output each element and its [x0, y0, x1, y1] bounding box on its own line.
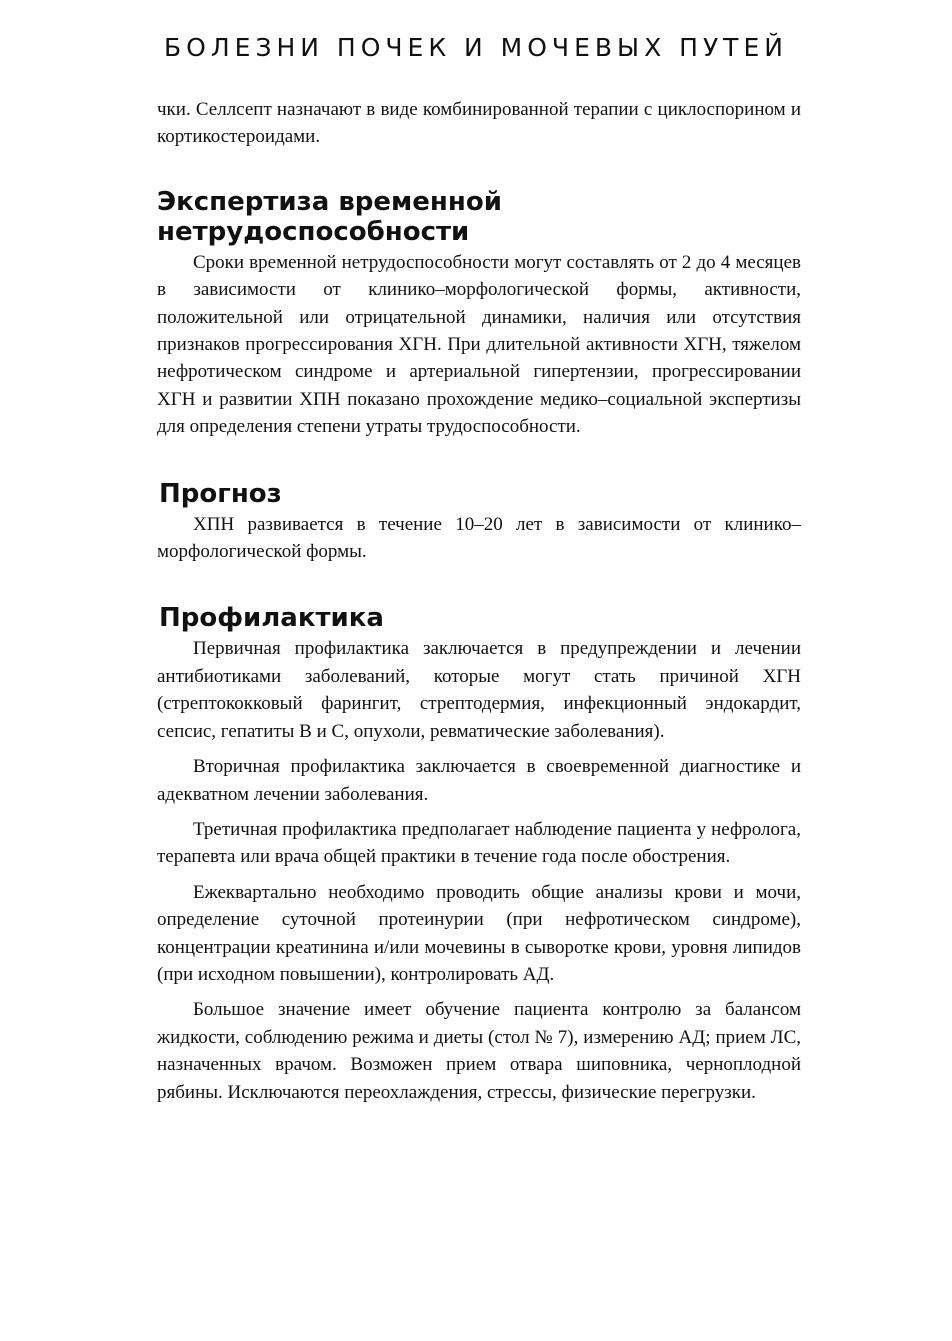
prevention-paragraph-primary: Первичная профилактика заключается в предупреждении и лечении антибиотиками заболеваний, которые могут стать причиной ХГН (стрептококковый фарингит, стрептодермия, инфекционный эндокардит, сепсис, гепатиты В и С, опухоли, ревматические заболевания). — [157, 638, 801, 742]
prognosis-paragraph: ХПН развивается в течение 10–20 лет в зависимости от клинико–морфологической формы. — [157, 513, 801, 563]
intro-paragraph: чки. Селлсепт назначают в виде комбинированной терапии с циклоспорином и кортикостероидами. — [157, 99, 801, 148]
prevention-paragraph-tertiary: Третичная профилактика предполагает наблюдение пациента у нефролога, терапевта или врача общей практики в течение года после обострения. — [157, 818, 801, 868]
section-heading-prevention: Профилактика — [159, 603, 384, 634]
prevention-paragraph-monitoring: Ежеквартально необходимо проводить общие анализы крови и мочи, определение суточной протеинурии (при нефротическом синдроме), концентрации креатинина и/или мочевины в сыворотке крови, уровня липидов (при исходном повышении), контролировать АД. — [157, 881, 801, 985]
section-heading-prognosis: Прогноз — [159, 478, 282, 509]
section-heading-expertise: Экспертиза временной нетрудоспособности — [157, 186, 502, 247]
prevention-paragraph-secondary: Вторичная профилактика заключается в своевременной диагностике и адекватном лечении заболевания. — [157, 756, 801, 805]
expertise-paragraph: Сроки временной нетрудоспособности могут составлять от 2 до 4 месяцев в зависимости от клинико–морфологической формы, активности, положительной или отрицательной динамики, наличия или отсутствия признаков прогрессирования ХГН. При длительной активности ХГН, тяжелом нефротическом синдроме и артериальной гипертензии, прогрессировании ХГН и развитии ХПН показано прохождение медико–социальной экспертизы для определения степени утраты трудоспособности. — [157, 251, 801, 438]
running-head: БОЛЕЗНИ ПОЧЕК И МОЧЕВЫХ ПУТЕЙ — [164, 33, 788, 62]
prevention-paragraph-education: Большое значение имеет обучение пациента контролю за балансом жидкости, соблюдению режима и диеты (стол № 7), измерению АД; прием ЛС, назначенных врачом. Возможен прием отвара шиповника, черноплодной рябины. Исключаются переохлаждения, стрессы, физические перегрузки. — [157, 999, 801, 1103]
page-body — [157, 96, 801, 1106]
